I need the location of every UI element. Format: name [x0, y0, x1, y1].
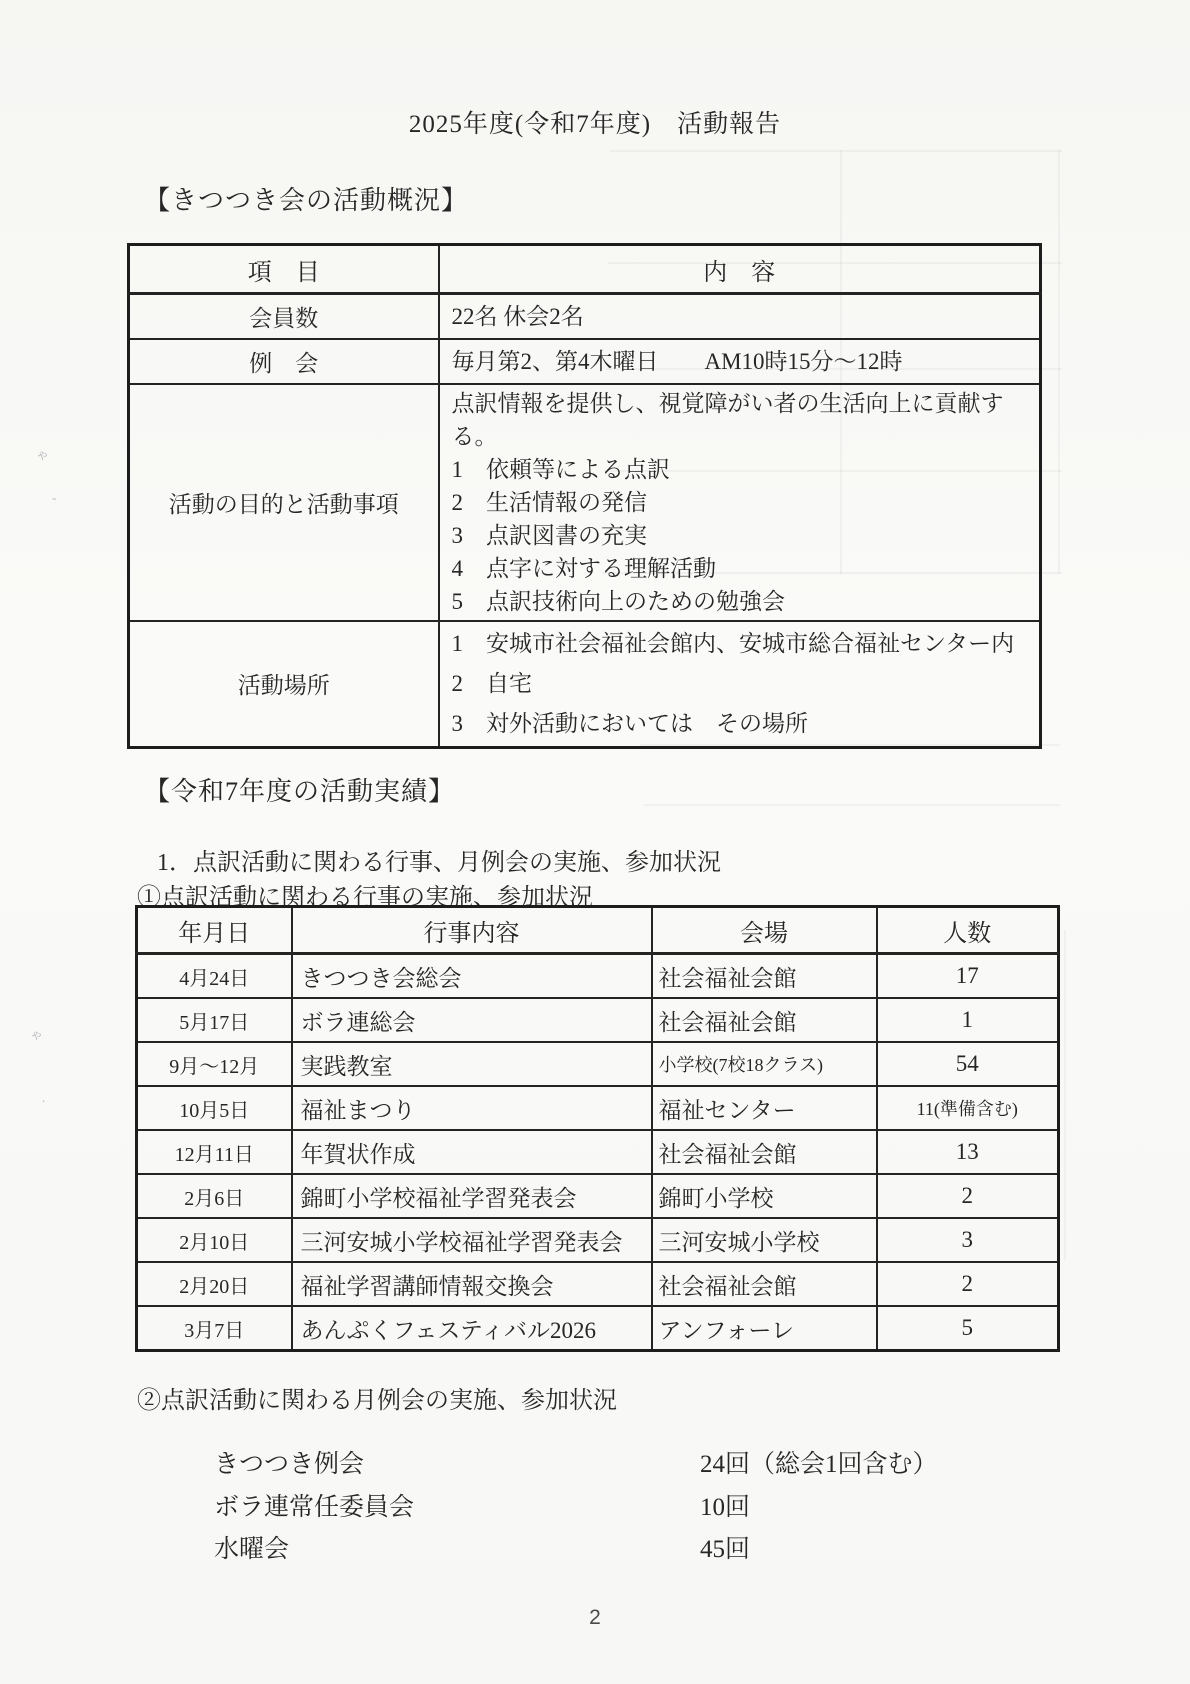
row-content: [439, 294, 1041, 339]
event-date: 12月11日: [137, 1130, 292, 1174]
event-date: 3月7日: [137, 1306, 292, 1351]
results-subheading-1: 1．点訳活動に関わる行事、月例会の実施、参加状況: [157, 850, 721, 876]
event-count: 3: [877, 1218, 1059, 1262]
meeting-name: 水曜会: [214, 1536, 290, 1563]
events-col-venue: 会場: [652, 907, 877, 954]
event-name: 実践教室: [292, 1042, 652, 1086]
event-name: 三河安城小学校福祉学習発表会: [292, 1218, 652, 1262]
scan-artifact: -: [52, 490, 57, 505]
event-date: 2月10日: [137, 1218, 292, 1262]
event-date: 2月20日: [137, 1262, 292, 1306]
event-count: 1: [877, 998, 1059, 1042]
table-row-purpose: [129, 384, 1041, 621]
event-venue: 三河安城小学校: [652, 1218, 877, 1262]
scan-artifact: ゃ: [30, 1027, 44, 1042]
meeting-count: 10回: [700, 1494, 751, 1521]
event-count: 54: [877, 1042, 1059, 1086]
results-section-heading: 【令和7年度の活動実績】: [144, 777, 456, 806]
events-header-row: [137, 907, 1059, 954]
table-row-meetings: [129, 339, 1041, 384]
event-name: 錦町小学校福祉学習発表会: [292, 1174, 652, 1218]
meeting-count: 45回: [700, 1536, 751, 1563]
content-line: 4 点字に対する理解活動: [451, 555, 716, 581]
table-row-location: [129, 621, 1041, 748]
event-name: ボラ連総会: [292, 998, 652, 1042]
event-name: 福祉学習講師情報交換会: [292, 1262, 652, 1306]
table-row: [137, 1130, 1059, 1174]
table-row: [137, 1306, 1059, 1351]
row-item-label: 活動の目的と活動事項: [129, 384, 439, 621]
table-row: [137, 1086, 1059, 1130]
event-name: あんぷくフェスティバル2026: [292, 1306, 652, 1351]
events-col-date: 年月日: [137, 907, 292, 954]
event-date: 10月5日: [137, 1086, 292, 1130]
table-row: [137, 1262, 1059, 1306]
event-venue: 小学校(7校18クラス): [652, 1042, 877, 1086]
event-venue: 社会福祉会館: [652, 954, 877, 999]
table-row-members: [129, 294, 1041, 339]
row-item-label: 会員数: [129, 294, 439, 339]
overview-header-row: [129, 245, 1041, 294]
event-count: 11(準備含む): [877, 1086, 1059, 1130]
event-venue: 福祉センター: [652, 1086, 877, 1130]
event-name: きつつき会総会: [292, 954, 652, 999]
document-title: 2025年度(令和7年度) 活動報告: [408, 111, 782, 138]
event-name: 福祉まつり: [292, 1086, 652, 1130]
row-content: [439, 621, 1041, 748]
event-count: 17: [877, 954, 1059, 999]
results-subheading-monthly: ②点訳活動に関わる月例会の実施、参加状況: [137, 1388, 617, 1414]
event-venue: 社会福祉会館: [652, 1262, 877, 1306]
table-row: [137, 954, 1059, 999]
row-content: [439, 339, 1041, 384]
content-line: 1 依頼等による点訳: [451, 456, 670, 482]
scan-artifact: .: [42, 1090, 46, 1105]
content-line: 2 生活情報の発信: [451, 489, 647, 515]
table-row: [137, 1174, 1059, 1218]
table-row: [137, 998, 1059, 1042]
row-item-label: 例 会: [129, 339, 439, 384]
event-count: 13: [877, 1130, 1059, 1174]
event-venue: 社会福祉会館: [652, 998, 877, 1042]
meeting-name: ボラ連常任委員会: [214, 1494, 415, 1521]
content-line: 点訳情報を提供し、視覚障がい者の生活向上に貢献する。: [451, 390, 1004, 449]
meeting-count: 24回（総会1回含む）: [700, 1451, 938, 1478]
overview-section-heading: 【きつつき会の活動概況】: [144, 186, 469, 215]
event-count: 5: [877, 1306, 1059, 1351]
content-line: 3 対外活動においては その場所: [451, 710, 808, 736]
event-venue: 錦町小学校: [652, 1174, 877, 1218]
overview-table: [127, 243, 1042, 749]
events-col-count: 人数: [877, 907, 1059, 954]
content-line: 22名 休会2名: [451, 303, 584, 329]
event-venue: 社会福祉会館: [652, 1130, 877, 1174]
event-count: 2: [877, 1262, 1059, 1306]
content-line: 5 点訳技術向上のための勉強会: [451, 588, 785, 614]
event-count: 2: [877, 1174, 1059, 1218]
results-subheading-events: ①点訳活動に関わる行事の実施、参加状況: [137, 885, 593, 911]
table-row: [137, 1218, 1059, 1262]
content-line: 3 点訳図書の充実: [451, 522, 647, 548]
event-date: 5月17日: [137, 998, 292, 1042]
events-col-event: 行事内容: [292, 907, 652, 954]
content-line: 2 自宅: [451, 670, 532, 696]
overview-col-content-header: 内 容: [439, 245, 1041, 294]
row-content: [439, 384, 1041, 621]
table-row: [137, 1042, 1059, 1086]
event-name: 年賀状作成: [292, 1130, 652, 1174]
overview-col-item-header: 項 目: [129, 245, 439, 294]
event-date: 2月6日: [137, 1174, 292, 1218]
event-date: 9月～12月: [137, 1042, 292, 1086]
event-venue: アンフォーレ: [652, 1306, 877, 1351]
page-number: 2: [589, 1606, 601, 1629]
content-line: 毎月第2、第4木曜日 AM10時15分～12時: [451, 348, 903, 374]
events-table: [135, 905, 1060, 1352]
event-date: 4月24日: [137, 954, 292, 999]
scan-artifact: ゃ: [36, 447, 50, 462]
content-line: 1 安城市社会福祉会館内、安城市総合福祉センター内: [451, 630, 1015, 656]
meeting-name: きつつき例会: [214, 1451, 365, 1478]
row-item-label: 活動場所: [129, 621, 439, 748]
